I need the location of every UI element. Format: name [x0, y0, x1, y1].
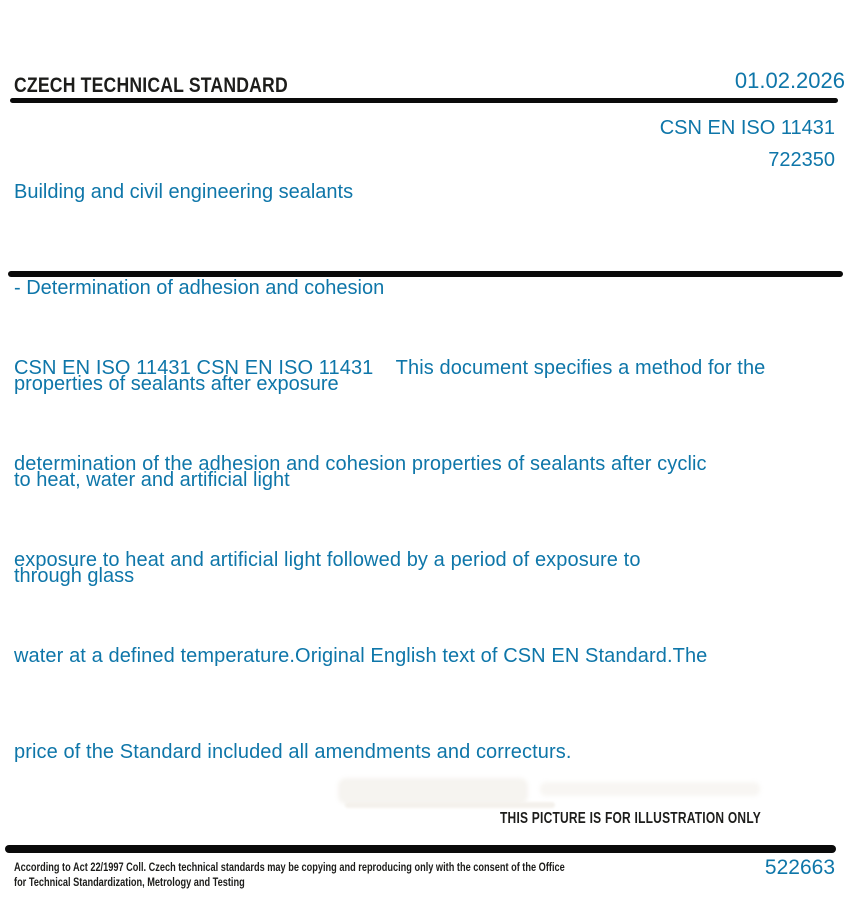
- standard-title-line: properties of sealants after exposure: [14, 373, 339, 395]
- abstract-line: exposure to heat and artificial light followed by a period of exposure to: [14, 549, 641, 571]
- abstract-paragraph: [14, 288, 765, 832]
- abstract-line: CSN EN ISO 11431 CSN EN ISO 11431 This document specifies a method for the: [14, 357, 766, 379]
- standard-title-line: - Determination of adhesion and cohesion: [14, 277, 385, 299]
- standard-title-line: Building and civil engineering sealants: [14, 181, 354, 203]
- abstract-line: price of the Standard included all amendments and correcturs.: [14, 741, 572, 763]
- divider-rule-middle: [8, 271, 843, 277]
- standard-identification: [660, 112, 835, 176]
- divider-rule-top: [10, 98, 838, 103]
- abstract-line: determination of the adhesion and cohesion properties of sealants after cyclic: [14, 453, 707, 475]
- standard-title-line: through glass: [14, 565, 135, 587]
- abstract-line: water at a defined temperature.Original English text of CSN EN Standard.The: [14, 645, 708, 667]
- standard-title-line: to heat, water and artificial light: [14, 469, 290, 491]
- standard-designation: CSN EN ISO 11431: [659, 117, 835, 139]
- illustration-disclaimer: THIS PICTURE IS FOR ILLUSTRATION ONLY: [500, 810, 761, 827]
- issue-date: 01.02.2026: [734, 68, 845, 93]
- copyright-notice-line: for Technical Standardization, Metrology and Testing: [14, 877, 245, 889]
- divider-rule-bottom: [5, 845, 836, 853]
- copyright-notice-line: According to Act 22/1997 Coll. Czech technical standards may be copying and reproducing only with the consent of the Office: [14, 862, 565, 874]
- standard-type-heading: CZECH TECHNICAL STANDARD: [14, 74, 288, 97]
- catalog-number: 522663: [764, 856, 835, 879]
- faint-watermark: [338, 778, 528, 804]
- faint-watermark: [345, 802, 555, 808]
- faint-watermark: [540, 782, 760, 796]
- class-number: 722350: [768, 149, 835, 171]
- copyright-notice: [14, 861, 565, 891]
